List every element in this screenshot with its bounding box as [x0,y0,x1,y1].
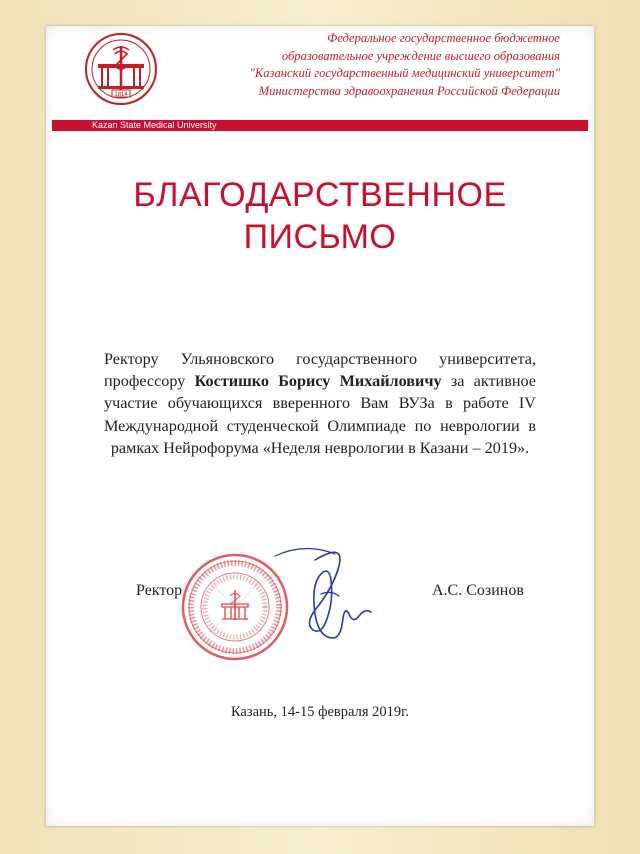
place-and-date: Казань, 14-15 февраля 2019г. [230,704,410,720]
header-line-3: "Казанский государственный медицинский университет" [249,66,560,80]
header-line-2: образовательное учреждение высшего образования [281,48,560,63]
logo-year: 1814 [114,92,128,98]
letter-title [52,174,588,258]
university-name-en: Kazan State Medical University [92,120,217,130]
letter-body [104,348,536,459]
institution-header [172,30,560,100]
body-part-1: Ректору Ульяновского государственного университета, профессору [104,350,536,391]
title-line-2: ПИСЬМО [243,218,397,256]
signatory-position: Ректор [136,582,183,599]
university-banner [52,120,588,131]
signatory-name: А.С. Созинов [432,582,524,599]
title-line-1: БЛАГОДАРСТВЕННОЕ [133,176,507,214]
university-logo [84,32,158,106]
recipient-name: Костишко Борису Михайловичу [194,372,442,391]
body-part-2: за активное участие обучающихся вверенного Вам ВУЗа в работе IV Международной студенческой Олимпиаде по неврологии в рамках Нейрофорума «Неделя неврологии в Казани – 2019». [104,372,536,457]
rector-signature [255,540,395,660]
header-line-1: Федеральное государственное бюджетное [327,31,560,45]
header-line-4: Министерства здравоохранения Российской Федерации [258,83,560,98]
